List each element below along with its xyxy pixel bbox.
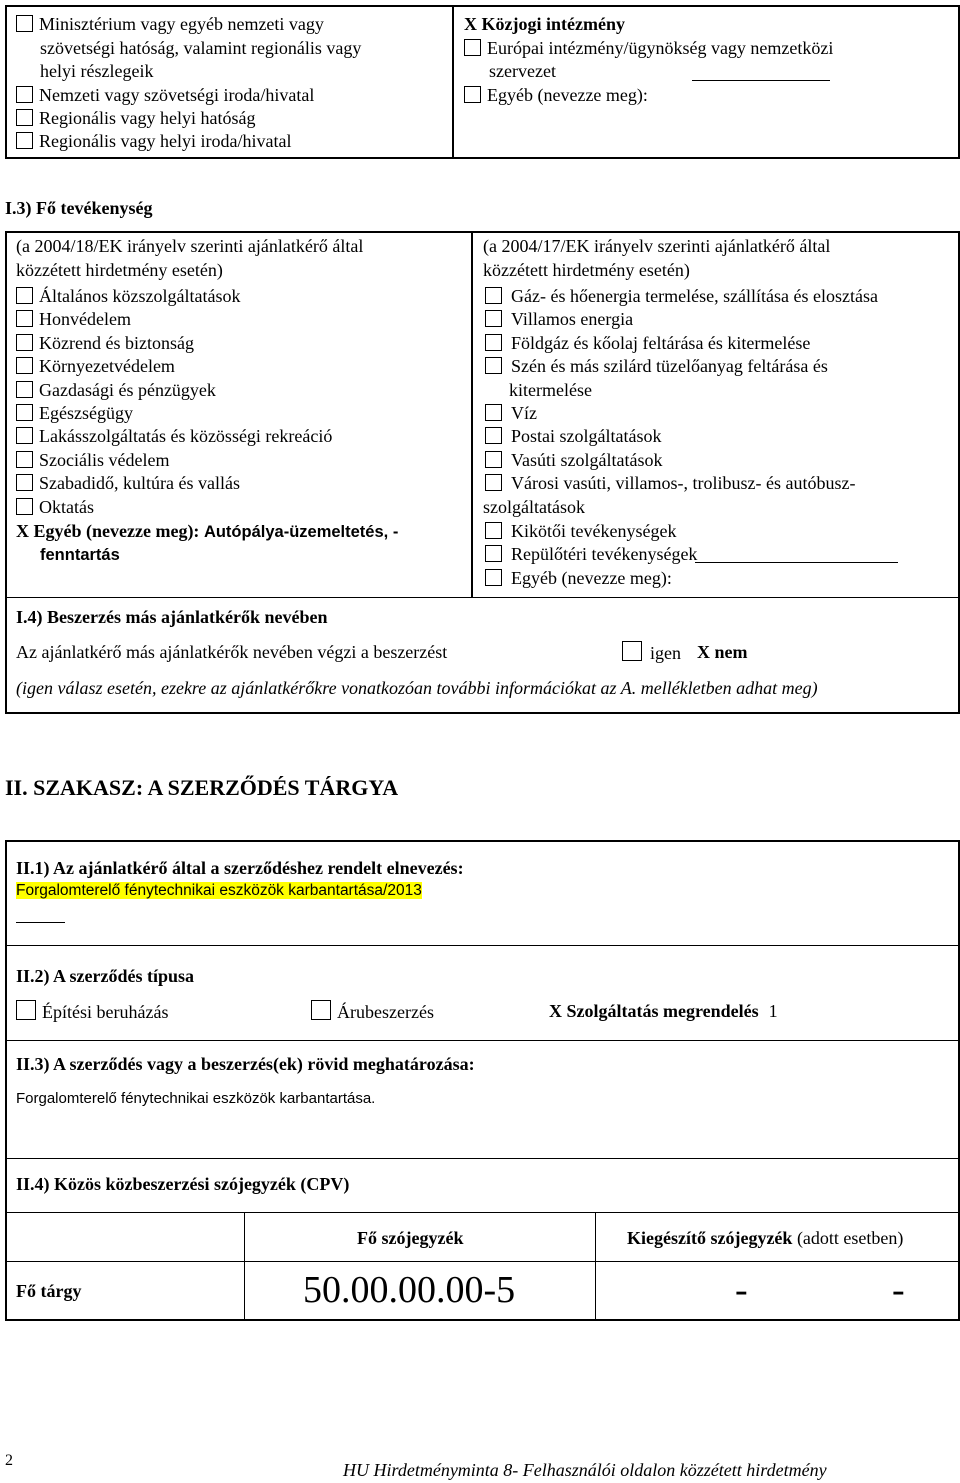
checkbox[interactable]	[16, 15, 33, 32]
checkbox[interactable]	[16, 287, 33, 304]
sector-other-blank[interactable]	[695, 562, 898, 563]
left-item-ministry-cont2: helyi részlegeik	[40, 61, 154, 81]
left-item-regional-authority[interactable]: Regionális vagy helyi hatóság	[16, 107, 255, 131]
cpv-col-main: Fő szójegyzék	[357, 1228, 464, 1248]
activity-education[interactable]: Oktatás	[16, 496, 94, 520]
ii1-ii2-divider	[5, 945, 960, 946]
cpv-col-extra: Kiegészítő szójegyzék (adott esetben)	[627, 1228, 904, 1248]
activity-housing[interactable]: Lakásszolgáltatás és közösségi rekreáció	[16, 425, 332, 449]
section-i4-question: Az ajánlatkérő más ajánlatkérők nevében végzi a beszerzést	[16, 642, 448, 662]
ii3-ii4-divider	[5, 1158, 960, 1159]
left-item-national-office[interactable]: Nemzeti vagy szövetségi iroda/hivatal	[16, 84, 314, 108]
top-box-divider	[452, 5, 454, 159]
checkbox[interactable]	[16, 427, 33, 444]
section-i4-no[interactable]: X nem	[697, 642, 748, 662]
section-i3-heading: I.3) Fő tevékenység	[5, 198, 153, 218]
ii1-blank	[16, 922, 65, 923]
right-item-eu-institution[interactable]: Európai intézmény/ügynökség vagy nemzetközi	[464, 37, 833, 61]
activity-other[interactable]: X Egyéb (nevezze meg): Autópálya-üzemeltetés, -	[16, 521, 399, 541]
checkbox[interactable]	[622, 641, 642, 661]
sector-water[interactable]: Víz	[485, 402, 537, 426]
activity-social[interactable]: Szociális védelem	[16, 449, 169, 473]
left-item-ministry[interactable]: Minisztérium vagy egyéb nemzeti vagy	[16, 13, 324, 37]
sector-railway[interactable]: Vasúti szolgáltatások	[485, 449, 662, 473]
right-item-other[interactable]: Egyéb (nevezze meg):	[464, 84, 648, 108]
checkbox[interactable]	[485, 287, 502, 304]
right-item-other-blank[interactable]	[692, 80, 830, 81]
ii1-value-text: Forgalomterelő fénytechnikai eszközök karbantartása/2013	[16, 882, 422, 899]
sector-urban-transport[interactable]: Városi vasúti, villamos-, trolibusz- és autóbusz-	[485, 472, 855, 496]
sector-urban-transport-cont: szolgáltatások	[483, 497, 585, 517]
checkbox[interactable]	[485, 334, 502, 351]
cpv-table-col2	[595, 1212, 596, 1321]
public-body-checked[interactable]: X Közjogi intézmény	[464, 14, 625, 34]
ii3-heading: II.3) A szerződés vagy a beszerzés(ek) rövid meghatározása:	[16, 1054, 475, 1074]
cpv-extra-code-2: -	[892, 1269, 905, 1311]
activity-health[interactable]: Egészségügy	[16, 402, 133, 426]
page-number: 2	[5, 1452, 13, 1469]
checkbox[interactable]	[16, 334, 33, 351]
sector-airport[interactable]: Repülőtéri tevékenységek	[485, 543, 697, 567]
activity-economic[interactable]: Gazdasági és pénzügyek	[16, 379, 216, 403]
cpv-main-code: 50.00.00.00-5	[303, 1269, 516, 1311]
activity-defence[interactable]: Honvédelem	[16, 308, 131, 332]
sector-electricity[interactable]: Villamos energia	[485, 308, 633, 332]
main-activity-divider	[471, 231, 473, 598]
checkbox[interactable]	[485, 427, 502, 444]
ii4-heading: II.4) Közös közbeszerzési szójegyzék (CPV)	[16, 1174, 350, 1194]
left-item-ministry-cont: szövetségi hatóság, valamint regionális vagy	[40, 38, 362, 58]
left-intro-2: közzétett hirdetmény esetén)	[16, 260, 223, 280]
activity-environment[interactable]: Környezetvédelem	[16, 355, 175, 379]
checkbox[interactable]	[485, 404, 502, 421]
section-ii-title: II. SZAKASZ: A SZERZŐDÉS TÁRGYA	[5, 775, 399, 800]
right-intro-1: (a 2004/17/EK irányelv szerinti ajánlatkérő által	[483, 236, 831, 256]
checkbox[interactable]	[311, 1000, 331, 1020]
activity-recreation[interactable]: Szabadidő, kultúra és vallás	[16, 472, 240, 496]
cpv-row-label: Fő tárgy	[16, 1281, 82, 1301]
activity-public-order[interactable]: Közrend és biztonság	[16, 332, 194, 356]
ii1-heading: II.1) Az ajánlatkérő által a szerződéshez rendelt elnevezés:	[16, 858, 464, 878]
sector-postal[interactable]: Postai szolgáltatások	[485, 425, 661, 449]
ii2-ii3-divider	[5, 1040, 960, 1041]
ii3-value: Forgalomterelő fénytechnikai eszközök karbantartása.	[16, 1090, 376, 1107]
checkbox[interactable]	[16, 132, 33, 149]
cpv-table-top	[5, 1212, 960, 1213]
cpv-table-mid	[5, 1261, 960, 1262]
contract-type-services[interactable]: X Szolgáltatás megrendelés 1	[549, 1001, 778, 1021]
checkbox[interactable]	[485, 310, 502, 327]
sector-coal[interactable]: Szén és más szilárd tüzelőanyag feltárása és	[485, 355, 828, 379]
left-item-regional-office[interactable]: Regionális vagy helyi iroda/hivatal	[16, 130, 291, 154]
sector-port[interactable]: Kikötői tevékenységek	[485, 520, 676, 544]
checkbox[interactable]	[485, 357, 502, 374]
sector-gas-heat[interactable]: Gáz- és hőenergia termelése, szállítása és elosztása	[485, 285, 878, 309]
activity-general-public-services[interactable]: Általános közszolgáltatások	[16, 285, 240, 309]
section-i4-yes[interactable]: igen	[622, 641, 681, 666]
left-intro-1: (a 2004/18/EK irányelv szerinti ajánlatkérő által	[16, 236, 364, 256]
checkbox[interactable]	[464, 86, 481, 103]
checkbox[interactable]	[16, 474, 33, 491]
checkbox[interactable]	[16, 404, 33, 421]
footer-text: HU Hirdetményminta 8- Felhasználói oldalon közzétett hirdetmény	[343, 1460, 827, 1480]
checkbox[interactable]	[16, 498, 33, 515]
checkbox[interactable]	[485, 522, 502, 539]
checkbox[interactable]	[485, 569, 502, 586]
section-i4-heading: I.4) Beszerzés más ajánlatkérők nevében	[16, 607, 328, 627]
checkbox[interactable]	[16, 1000, 36, 1020]
contract-type-works[interactable]: Építési beruházás	[16, 1000, 168, 1025]
sector-coal-cont: kitermelése	[509, 380, 592, 400]
checkbox[interactable]	[485, 545, 502, 562]
contract-type-supplies[interactable]: Árubeszerzés	[311, 1000, 434, 1025]
checkbox[interactable]	[16, 451, 33, 468]
checkbox[interactable]	[485, 474, 502, 491]
ii1-value	[16, 879, 422, 903]
cpv-table-col1	[244, 1212, 245, 1321]
checkbox[interactable]	[485, 451, 502, 468]
cpv-extra-code-1: -	[735, 1269, 748, 1311]
main-activity-hline	[5, 597, 960, 598]
checkbox[interactable]	[16, 381, 33, 398]
checkbox[interactable]	[16, 310, 33, 327]
sector-oil-gas[interactable]: Földgáz és kőolaj feltárása és kitermelése	[485, 332, 810, 356]
activity-other-value-cont: fenntartás	[40, 546, 120, 564]
checkbox[interactable]	[464, 39, 481, 56]
section-i4-note: (igen válasz esetén, ezekre az ajánlatkérőkre vonatkozóan további információkat az A. mellékletben adhat meg)	[16, 678, 818, 698]
sector-other[interactable]: Egyéb (nevezze meg):	[485, 567, 672, 591]
checkbox[interactable]	[16, 357, 33, 374]
checkbox[interactable]	[16, 109, 33, 126]
ii2-heading: II.2) A szerződés típusa	[16, 966, 195, 986]
right-item-eu-cont: szervezet	[489, 61, 556, 81]
right-intro-2: közzétett hirdetmény esetén)	[483, 260, 690, 280]
checkbox[interactable]	[16, 86, 33, 103]
